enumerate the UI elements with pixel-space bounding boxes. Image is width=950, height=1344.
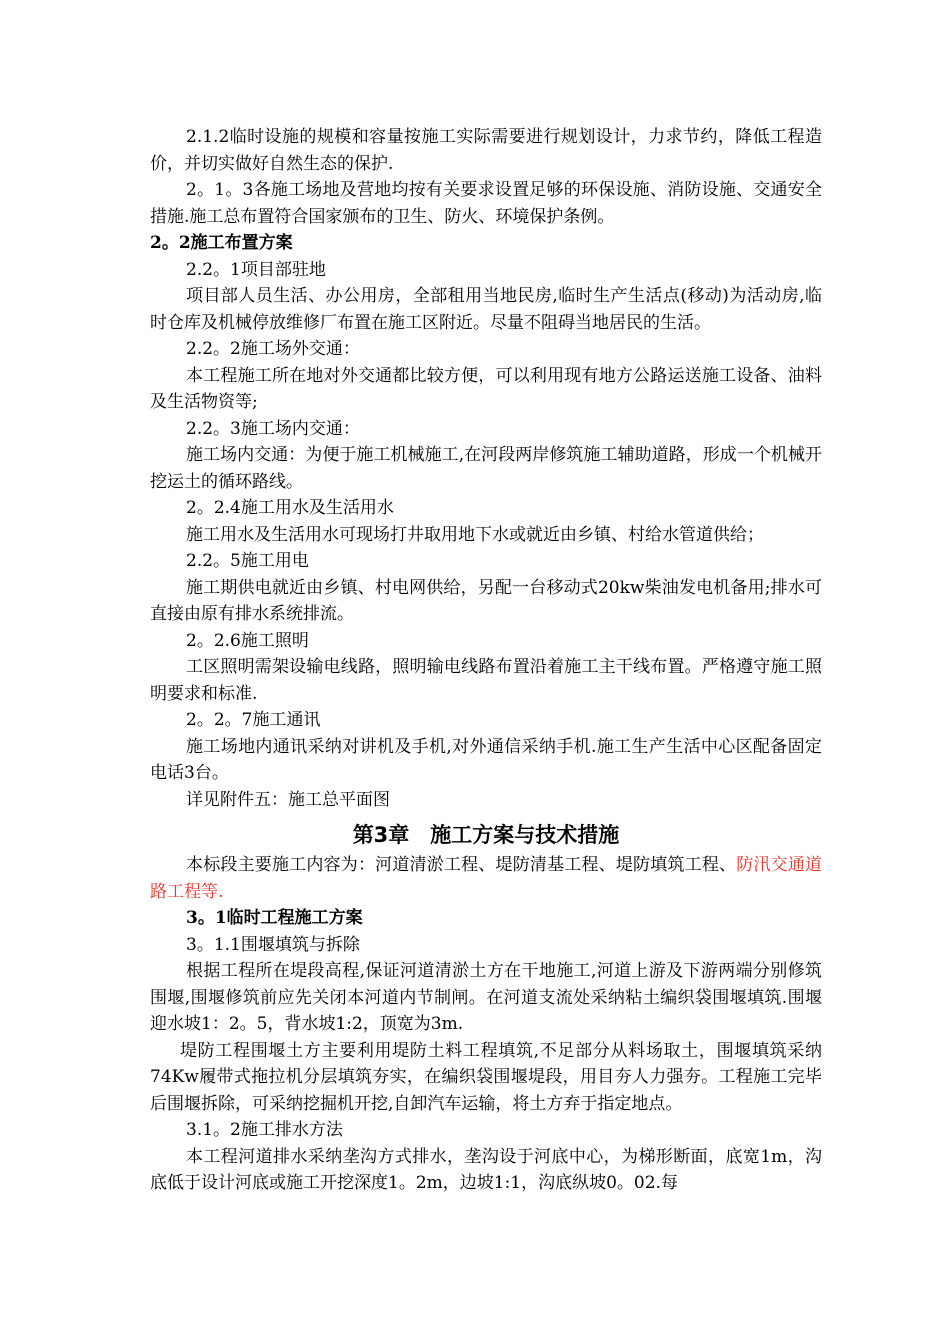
para-2-1-3: 2。1。3各施工场地及营地均按有关要求设置足够的环保设施、消防设施、交通安全措施.施工总布置符合国家颁布的卫生、防火、环境保护条例。 (150, 180, 822, 227)
heading-3-1-2: 3.1。2施工排水方法 (186, 1120, 343, 1140)
para-2-2-5: 施工期供电就近由乡镇、村电网供给，另配一台移动式20kw柴油发电机备用;排水可直接由原有排水系统排流。 (150, 577, 822, 624)
heading-2-2-2: 2.2。2施工场外交通： (186, 339, 360, 359)
para-3-1-1-b: 堤防工程围堰土方主要利用堤防土料工程填筑,不足部分从料场取土，围堰填筑采纳74Kw履带式拖拉机分层填筑夯实，在编织袋围堰堤段，用目夯人力强夯。工程施工完毕后围堰拆除，可采纳挖掘机开挖,自卸汽车运输，将土方弃于指定地点。 (150, 1040, 822, 1114)
heading-2-2: 2。2施工布置方案 (150, 233, 293, 253)
para-2-1-2: 2.1.2临时设施的规模和容量按施工实际需要进行规划设计，力求节约，降低工程造价，并切实做好自然生态的保护. (150, 127, 822, 174)
heading-2-2-3: 2.2。3施工场内交通： (186, 418, 360, 439)
heading-2-2-5: 2.2。5施工用电 (186, 551, 309, 571)
para-3-1-2: 本工程河道排水采纳垄沟方式排水，垄沟设于河底中心，为梯形断面，底宽1m，沟底低于设计河底或施工开挖深度1。2m，边坡1:1，沟底纵坡0。02.每 (150, 1146, 822, 1193)
para-3-1-1: 根据工程所在堤段高程,保证河道清淤土方在干地施工,河道上游及下游两端分别修筑围堰,围堰修筑前应先关闭本河道内节制闸。在河道支流处采纳粘土编织袋围堰填筑.围堰迎水坡1：2。5，背水坡1:2，顶宽为3m. (150, 961, 822, 1034)
para-2-2-2: 本工程施工所在地对外交通都比较方便，可以利用现有地方公路运送施工设备、油料及生活物资等; (150, 365, 822, 412)
para-annex-reference: 详见附件五：施工总平面图 (186, 789, 390, 810)
chapter-title: 第3章 施工方案与技术措施 (352, 823, 620, 847)
para-2-2-3: 施工场内交通：为便于施工机械施工,在河段两岸修筑施工辅助道路，形成一个机械开挖运土的循环路线。 (150, 445, 822, 492)
heading-3-1: 3。1临时工程施工方案 (186, 908, 363, 928)
heading-3-1-1: 3。1.1围堰填筑与拆除 (186, 934, 360, 955)
heading-2-2-7: 2。2。7施工通讯 (186, 710, 321, 730)
para-2-2-4: 施工用水及生活用水可现场打井取用地下水或就近由乡镇、村给水管道供给； (186, 524, 764, 545)
para-2-2-1: 项目部人员生活、办公用房，全部租用当地民房,临时生产生活点(移动)为活动房,临时仓库及机械停放维修厂布置在施工区附近。尽量不阻碍当地居民的生活。 (150, 286, 822, 333)
document-page (150, 124, 822, 1197)
para-2-2-6: 工区照明需架设输电线路，照明输电线路布置沿着施工主干线布置。严格遵守施工照明要求和标准. (150, 657, 822, 704)
intro-highlight: 防汛交通道路工程等. (150, 855, 823, 902)
intro-text: 本标段主要施工内容为：河道清淤工程、堤防清基工程、堤防填筑工程、 (186, 855, 737, 875)
para-intro (150, 852, 822, 905)
para-2-2-7: 施工场地内通讯采纳对讲机及手机,对外通信采纳手机.施工生产生活中心区配备固定电话3台。 (150, 736, 822, 783)
heading-2-2-1: 2.2。1项目部驻地 (186, 259, 326, 280)
heading-2-2-4: 2。2.4施工用水及生活用水 (186, 498, 394, 518)
heading-2-2-6: 2。2.6施工照明 (186, 630, 309, 651)
